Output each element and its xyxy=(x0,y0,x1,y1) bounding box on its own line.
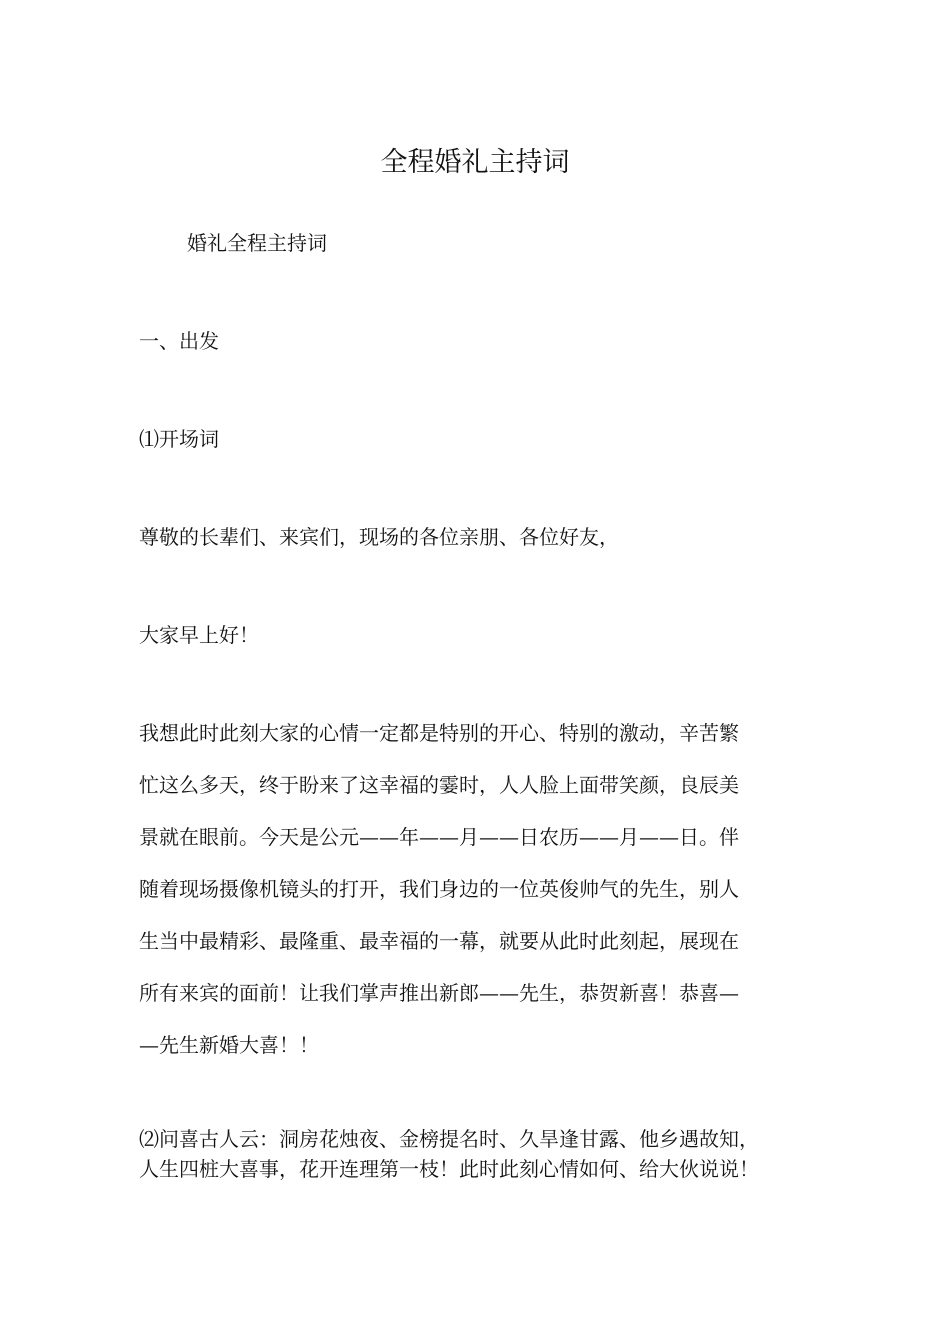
document-title: 全程婚礼主持词 xyxy=(380,147,570,178)
paragraph-line: 随着现场摄像机镜头的打开，我们身边的一位英俊帅气的先生，别人 xyxy=(139,877,739,901)
opening-paragraph xyxy=(139,718,819,1082)
greeting-line: 尊敬的长辈们、来宾们，现场的各位亲朋、各位好友， xyxy=(139,525,619,549)
section-heading-departure: 一、出发 xyxy=(139,329,219,353)
paragraph-line: —先生新婚大喜！！ xyxy=(139,1033,319,1057)
paragraph-line: 所有来宾的面前！让我们掌声推出新郎——先生，恭贺新喜！恭喜— xyxy=(139,981,739,1005)
paragraph-line: 忙这么多天，终于盼来了这幸福的霎时，人人脸上面带笑颜，良辰美 xyxy=(139,773,739,797)
paragraph-line: 生当中最精彩、最隆重、最幸福的一幕，就要从此时此刻起，展现在 xyxy=(139,929,739,953)
paragraph-line: 我想此时此刻大家的心情一定都是特别的开心、特别的激动，辛苦繁 xyxy=(139,721,739,745)
document-subtitle: 婚礼全程主持词 xyxy=(187,231,327,255)
paragraph-line: 景就在眼前。今天是公元——年——月——日农历——月——日。伴 xyxy=(139,825,739,849)
good-morning-line: 大家早上好！ xyxy=(139,623,259,647)
subsection-heading-opening: ⑴开场词 xyxy=(139,427,219,451)
paragraph-line: ⑵问喜古人云：洞房花烛夜、金榜提名时、久旱逢甘露、他乡遇故知， xyxy=(139,1127,759,1151)
asking-joy-paragraph xyxy=(139,1124,759,1184)
paragraph-line: 人生四桩大喜事，花开连理第一枝！此时此刻心情如何、给大伙说说！ xyxy=(139,1157,759,1181)
